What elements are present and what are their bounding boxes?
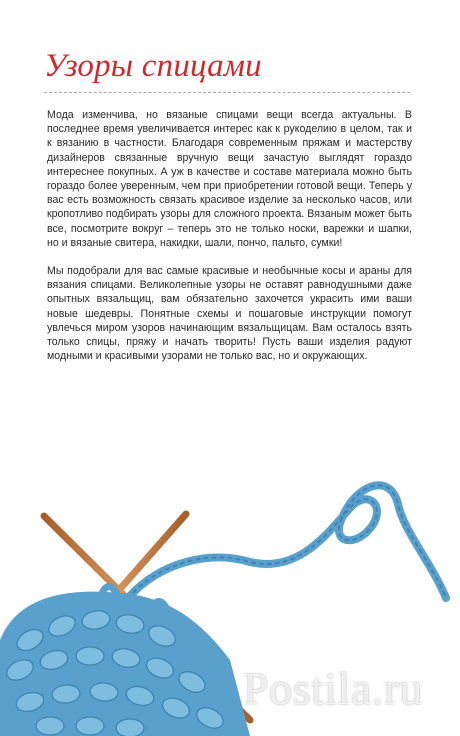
body-text xyxy=(47,108,412,377)
watermark-logo: Postila.ru xyxy=(243,663,424,714)
title-divider xyxy=(44,92,410,93)
page-title: Узоры спицами xyxy=(44,48,262,84)
paragraph-2: Мы подобрали для вас самые красивые и необычные косы и араны для вязания спицами. Великолепные узоры не оставят равнодушными даже опытных вязальщиц, вам обязательно захочется украсить ими ваши новые шедевры. Понятные схемы и пошаговые инструкции помогут увлечься миром узоров начинающим вязальщицам. Вам осталось взять только спицы, пряжу и начать творить! Пусть ваши изделия радуют модными и красивыми узорами не только вас, но и окружающих. xyxy=(47,265,412,363)
knitted-fabric xyxy=(0,592,250,736)
paragraph-1: Мода изменчива, но вязаные спицами вещи всегда актуальны. В последнее время увеличивается интерес как к рукоделию в целом, так и к вязанию в частности. Благодаря современным пряжам и мастерству дизайнеров связанные вручную вещи зачастую выглядят гораздо интереснее покупных. А уж в качестве и составе материала можно быть гораздо более уверенным, чем при приобретении готовой вещи. Теперь у вас есть возможность связать красивое изделие за несколько часов, или кропотливо подбирать узоры для сложного проекта. Вязаным может быть все, посмотрите вокруг – теперь это не только носки, варежки и шапки, но и вязаные свитера, накидки, шали, пончо, пальто, сумки! xyxy=(47,109,412,249)
